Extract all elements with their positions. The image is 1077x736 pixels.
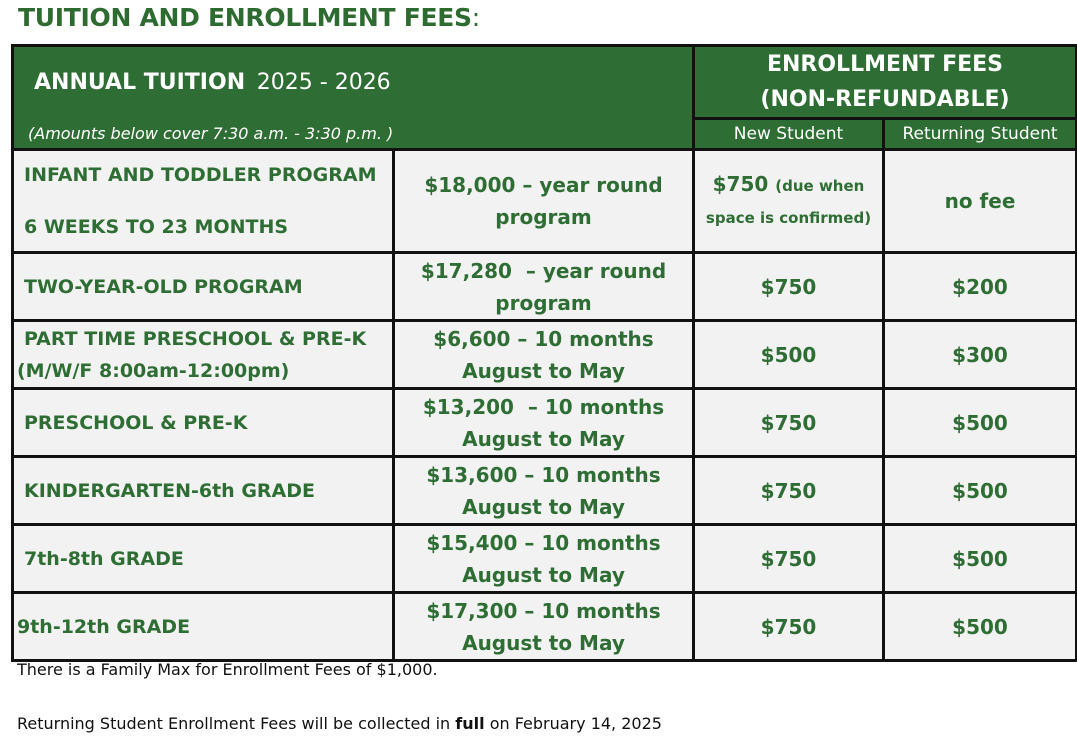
program-name-line2: (M/W/F 8:00am-12:00pm) xyxy=(17,359,290,382)
tuition-line1: $6,600 – 10 months xyxy=(433,326,654,351)
new-student-fee: $750 xyxy=(694,457,884,525)
enrollment-fees-title: ENROLLMENT FEES xyxy=(766,52,1004,77)
tuition-line1: $18,000 – year round xyxy=(424,173,663,197)
table-row xyxy=(13,457,1077,525)
tuition-amount xyxy=(394,389,694,457)
returning-student-header: Returning Student xyxy=(884,119,1077,150)
table-subheader-row xyxy=(13,119,1077,150)
fee-note-line2: space is confirmed) xyxy=(705,209,872,227)
tuition-line1: $13,200 – 10 months xyxy=(422,394,665,419)
program-name: 9th-12th GRADE xyxy=(13,593,394,661)
new-student-fee xyxy=(694,150,884,253)
page-title: TUITION AND ENROLLMENT FEES: xyxy=(18,3,480,32)
table-row xyxy=(13,150,1077,253)
table-row xyxy=(13,593,1077,661)
program-name-line2: 6 WEEKS TO 23 MONTHS xyxy=(24,216,289,238)
program-name: KINDERGARTEN-6th GRADE xyxy=(13,457,394,525)
annual-tuition-label: ANNUAL TUITION xyxy=(34,70,246,96)
program-name xyxy=(13,150,394,253)
school-year: 2025 - 2026 xyxy=(256,70,391,96)
table-row xyxy=(13,389,1077,457)
program-name: PRESCHOOL & PRE-K xyxy=(13,389,394,457)
returning-student-fee: no fee xyxy=(884,150,1077,253)
new-student-fee: $750 xyxy=(694,389,884,457)
tuition-amount xyxy=(394,593,694,661)
tuition-line1: $17,280 – year round xyxy=(420,258,667,283)
table-row xyxy=(13,525,1077,593)
tuition-line2: August to May xyxy=(462,426,625,451)
tuition-line2: August to May xyxy=(462,358,625,383)
returning-student-fee: $500 xyxy=(884,389,1077,457)
returning-fee-collection-note xyxy=(17,714,662,733)
fee-note-line1: (due when xyxy=(775,177,865,195)
program-name-line1: INFANT AND TODDLER PROGRAM xyxy=(24,164,377,186)
amounts-note-cell xyxy=(13,119,694,150)
note-emphasis: full xyxy=(455,714,485,733)
returning-student-fee: $500 xyxy=(884,525,1077,593)
returning-student-fee: $300 xyxy=(884,321,1077,389)
tuition-line2: program xyxy=(495,205,592,229)
returning-student-fee: $500 xyxy=(884,593,1077,661)
new-student-header: New Student xyxy=(694,119,884,150)
tuition-fees-table xyxy=(11,44,1077,662)
new-student-fee: $750 xyxy=(694,525,884,593)
returning-student-fee: $200 xyxy=(884,253,1077,321)
new-student-fee: $750 xyxy=(694,593,884,661)
enrollment-fees-header xyxy=(694,46,1077,119)
program-name: 7th-8th GRADE xyxy=(13,525,394,593)
tuition-amount xyxy=(394,321,694,389)
program-name xyxy=(13,321,394,389)
tuition-line1: $13,600 – 10 months xyxy=(426,462,661,487)
tuition-line2: August to May xyxy=(462,630,625,655)
fee-amount: $750 xyxy=(712,172,769,196)
tuition-amount xyxy=(394,525,694,593)
table-row xyxy=(13,253,1077,321)
tuition-amount xyxy=(394,457,694,525)
tuition-line1: $17,300 – 10 months xyxy=(426,598,661,623)
table-header-row xyxy=(13,46,1077,119)
tuition-line1: $15,400 – 10 months xyxy=(426,530,661,555)
tuition-line2: August to May xyxy=(462,494,625,519)
new-student-fee: $500 xyxy=(694,321,884,389)
amounts-note: (Amounts below cover 7:30 a.m. - 3:30 p.m. ) xyxy=(28,123,394,143)
returning-student-fee: $500 xyxy=(884,457,1077,525)
table-row xyxy=(13,321,1077,389)
non-refundable-label: (NON-REFUNDABLE) xyxy=(760,87,1010,112)
program-name-line1: PART TIME PRESCHOOL & PRE-K xyxy=(24,327,367,350)
note-suffix: on February 14, 2025 xyxy=(489,714,662,733)
new-student-fee: $750 xyxy=(694,253,884,321)
tuition-line2: August to May xyxy=(462,562,625,587)
family-max-note: There is a Family Max for Enrollment Fees of $1,000. xyxy=(17,660,438,679)
annual-tuition-header xyxy=(13,46,694,119)
program-name: TWO-YEAR-OLD PROGRAM xyxy=(13,253,394,321)
tuition-amount xyxy=(394,253,694,321)
note-prefix: Returning Student Enrollment Fees will be collected in xyxy=(17,714,451,733)
tuition-line2: program xyxy=(495,290,592,315)
tuition-amount xyxy=(394,150,694,253)
